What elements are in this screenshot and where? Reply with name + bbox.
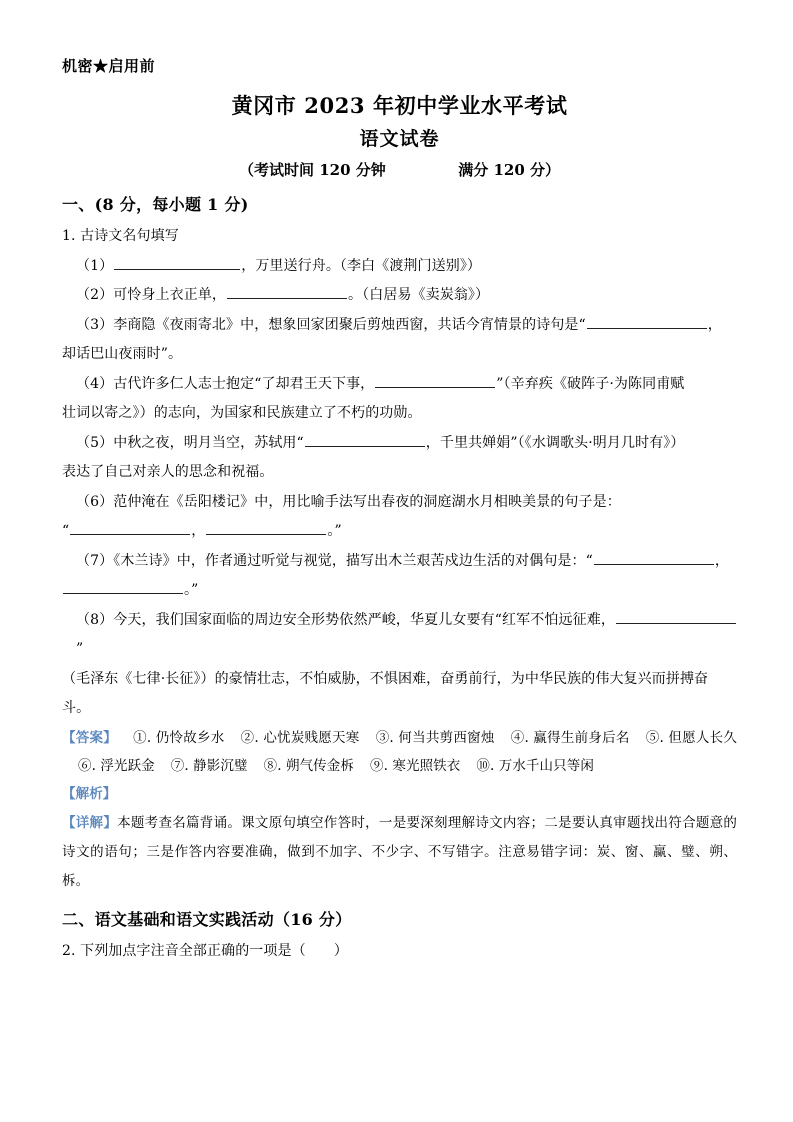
item-label: （3） — [76, 316, 114, 333]
detail-marker: 【详解】 — [62, 814, 118, 831]
item-text-before: 《木兰诗》中，作者通过听觉与视觉，描写出木兰艰苦戍边生活的对偶句是：“ — [113, 552, 593, 569]
fill-blank[interactable] — [594, 550, 714, 565]
section-heading-one: 一、(8 分，每小题 1 分) — [62, 195, 249, 214]
item-label: （4） — [76, 375, 114, 392]
fill-blank[interactable] — [227, 284, 347, 299]
item-text-before: 范仲淹在《岳阳楼记》中，用比喻手法写出春夜的洞庭湖水月相映美景的句子是： — [113, 493, 621, 510]
item-text-before: 古代许多仁人志士抱定“了却君王天下事， — [113, 375, 375, 392]
answer-entry-7: ⑦. 静影沉璧 — [170, 757, 248, 774]
question-1-item-4 — [62, 370, 737, 400]
fill-blank[interactable] — [63, 579, 183, 594]
detail-text: 本题考查名篇背诵。课文原句填空作答时，一是要深刻理解诗文内容；二是要认真审题找出符合题意的诗文的语句；三是作答内容要准确，做到不加字、不少字、不写错字。注意易错字词：炭、窗、赢、璧、朔、柝。 — [62, 814, 738, 889]
question-1-item-3-cont: 却话巴山夜雨时”。 — [62, 346, 183, 362]
answer-entry-6: ⑥. 浮光跃金 — [78, 757, 155, 774]
question-1-item-8-cont: （毛泽东《七律·长征》）的豪情壮志，不怕威胁，不惧困难，奋勇前行，为中华民族的伟大复兴而拼搏奋 — [62, 670, 709, 687]
item-text-after: ”（辛弃疾《破阵子·为陈同甫赋 — [496, 375, 685, 392]
answer-entry-1: ①. 仍怜故乡水 — [132, 729, 225, 746]
item-text-before: 李商隐《夜雨寄北》中，想象回家团聚后剪烛西窗，共话今宵情景的诗句是“ — [113, 316, 586, 333]
question-1-item-7-cont — [62, 576, 737, 606]
item-text-before: 今天，我们国家面临的周边安全形势依然严峻，华夏儿女要有“红军不怕远征难， — [113, 611, 615, 628]
analysis-marker-line — [62, 780, 737, 809]
item-text-after: ，万里送行舟。（李白《渡荆门送别》） — [241, 257, 482, 274]
item-text-after: ，千里共婵娟”（《水调歌头·明月几时有》） — [425, 434, 685, 451]
item-label: （1） — [76, 257, 114, 274]
fill-blank[interactable] — [587, 314, 707, 329]
answer-entry-3: ③. 何当共剪西窗烛 — [375, 729, 495, 746]
question-1-item-7 — [62, 547, 737, 577]
question-1-item-3 — [62, 311, 737, 341]
answer-entry-9: ⑨. 寒光照铁衣 — [369, 757, 461, 774]
question-1-item-1 — [62, 252, 737, 282]
item-text-before: 可怜身上衣正单， — [113, 287, 227, 303]
exam-total-score: 满分 120 分） — [458, 161, 560, 179]
question-1-item-4-cont: 壮词以寄之》）的志向，为国家和民族建立了不朽的功勋。 — [62, 405, 422, 421]
answer-entry-8: ⑧. 朔气传金柝 — [263, 757, 354, 774]
question-1-item-6 — [62, 488, 737, 518]
question-1-item-6-cont — [62, 517, 737, 547]
fill-blank[interactable] — [375, 373, 495, 388]
confidential-notice: 机密★启用前 — [62, 57, 156, 75]
item-label: （2） — [76, 287, 114, 303]
item-text-after: ， — [707, 316, 722, 333]
question-1-stem: 1. 古诗文名句填写 — [62, 228, 179, 244]
quote-open: “ — [62, 523, 70, 539]
question-1-item-5-cont: 表达了自己对亲人的思念和祝福。 — [62, 464, 274, 480]
page-subtitle: 语文试卷 — [359, 128, 440, 150]
fill-blank[interactable] — [305, 432, 425, 447]
item-label: （5） — [76, 434, 114, 451]
answer-block — [62, 724, 737, 780]
item-text-before: 中秋之夜，明月当空，苏轼用“ — [113, 434, 304, 451]
quote-close: 。” — [327, 523, 342, 539]
analysis-marker: 【解析】 — [62, 785, 117, 802]
answer-entry-5: ⑤. 但愿人长久 — [645, 729, 737, 746]
item-text-after: ” — [76, 641, 84, 657]
question-1-item-2 — [62, 281, 737, 311]
fill-blank[interactable] — [616, 609, 736, 624]
block-spacer — [62, 896, 737, 900]
question-1-item-8 — [62, 606, 737, 665]
quote-close: 。” — [184, 582, 199, 598]
item-label: （7） — [76, 552, 114, 569]
section-heading-two: 二、语文基础和语文实践活动（16 分） — [62, 909, 352, 929]
page-title: 黄冈市 2023 年初中学业水平考试 — [231, 93, 568, 118]
fill-blank[interactable] — [70, 520, 190, 535]
quote-mid: ， — [191, 523, 206, 539]
answer-entry-10: ⑩. 万水千山只等闲 — [476, 757, 594, 774]
question-1-item-8-cont2: 斗。 — [62, 700, 91, 716]
question-2-stem: 2. 下列加点字注音全部正确的一项是（ ） — [62, 942, 349, 959]
answer-marker: 【答案】 — [62, 729, 117, 746]
item-text-after: ， — [714, 552, 729, 569]
item-label: （6） — [76, 493, 114, 510]
fill-blank[interactable] — [206, 520, 326, 535]
analysis-detail — [62, 809, 737, 896]
answer-entry-2: ②. 心忧炭贱愿天寒 — [240, 729, 360, 746]
fill-blank[interactable] — [114, 255, 240, 270]
answer-entry-4: ④. 赢得生前身后名 — [510, 729, 630, 746]
question-1-item-5 — [62, 429, 737, 459]
exam-meta — [62, 155, 737, 185]
item-text-after: 。（白居易《卖炭翁》） — [348, 287, 490, 303]
item-label: （8） — [76, 611, 114, 628]
exam-time: （考试时间 120 分钟 — [239, 161, 386, 179]
